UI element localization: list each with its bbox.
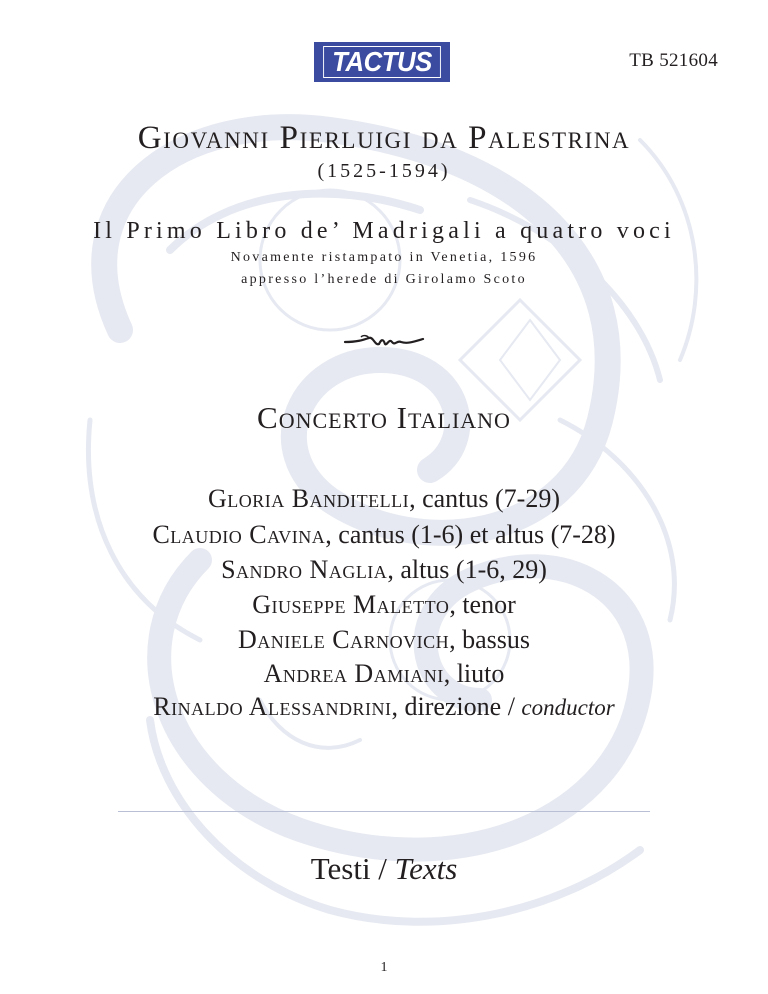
performer-name: Sandro Naglia — [221, 555, 388, 584]
work-subtitle-line2: appresso l’herede di Girolamo Scoto — [241, 272, 527, 287]
performer-role: , cantus (1-6) et altus (7-28) — [325, 520, 616, 549]
work-title: Il Primo Libro de’ Madrigali a quatro voci — [93, 218, 675, 244]
performer-role: , tenor — [449, 590, 516, 619]
performer-role: , altus (1-6, 29) — [387, 555, 547, 584]
performer-name: Giuseppe Maletto — [252, 590, 450, 619]
performer-role: , cantus (7-29) — [409, 484, 560, 513]
section-title-italic: Texts — [394, 851, 458, 886]
performer-line — [0, 590, 768, 620]
performer-line — [0, 659, 768, 689]
composer-dates: (1525-1594) — [317, 160, 451, 182]
performer-role: , direzione / — [391, 692, 522, 721]
performer-name: Rinaldo Alessandrini — [153, 692, 392, 721]
page-number: 1 — [380, 960, 388, 975]
performer-name: Daniele Carnovich — [237, 625, 450, 654]
ensemble-name: Concerto Italiano — [257, 400, 511, 435]
performer-role: , bassus — [449, 625, 530, 654]
composer-name: Giovanni Pierluigi da Palestrina — [137, 120, 631, 156]
performer-role: , liuto — [443, 659, 505, 688]
performer-line — [0, 692, 768, 722]
tactus-logo — [314, 42, 450, 82]
performer-line — [0, 625, 768, 655]
work-subtitle-line1: Novamente ristampato in Venetia, 1596 — [230, 250, 538, 265]
fleuron-ornament — [343, 330, 425, 352]
divider-rule — [118, 811, 650, 812]
performer-name: Claudio Cavina — [152, 520, 326, 549]
performer-line — [0, 484, 768, 514]
performer-name: Gloria Banditelli — [208, 484, 410, 513]
performer-line — [0, 520, 768, 550]
section-title — [0, 851, 768, 887]
performer-role-italic: conductor — [521, 695, 615, 720]
logo-text: TACTUS — [323, 46, 441, 78]
catalog-number: TB 521604 — [629, 50, 718, 71]
performer-name: Andrea Damiani — [263, 659, 444, 688]
section-title-roman: Testi / — [310, 851, 395, 886]
performer-line — [0, 555, 768, 585]
